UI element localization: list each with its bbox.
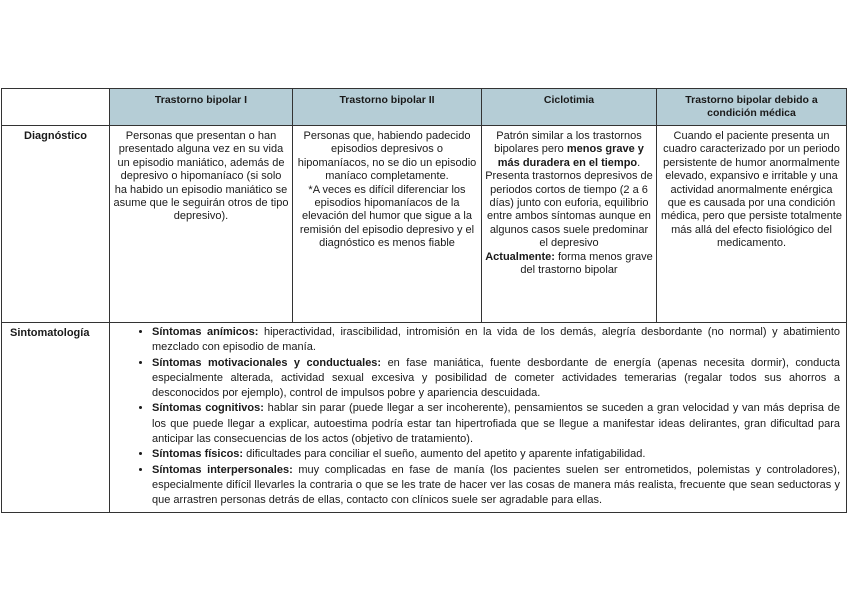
symptom-item: • Síntomas físicos: dificultades para conciliar el sueño, aumento del apetito y aparente infatigabilidad. [152, 447, 840, 462]
header-row [2, 89, 847, 126]
ciclotimia-detail: Presenta trastornos depresivos de periodos cortos de tiempo (2 a 6 días) junto con euforia, equilibrio entre ambos síntomas aunque en algunos casos suele predominar el depresivo [485, 170, 653, 250]
symptom-item: • Síntomas anímicos: hiperactividad, irascibilidad, intromisión en la vida de los demás, alegría desbordante (no normal) y abatimiento mezclado con episodio de manía. [152, 325, 840, 356]
ciclotimia-actual: Actualmente: forma menos grave del trastorno bipolar [485, 250, 653, 277]
diagnostico-bipolar-1: Personas que presentan o han presentado alguna vez en su vida un episodio maniático, además de depresivo o hipomaníaco (si solo ha habido un episodio maniático se asume que le seguirán otros de tipo depresivo). [110, 126, 293, 323]
bipolar-2-text: Personas que, habiendo padecido episodios depresivos o hipomaníacos, no se dio un episodio maníaco completamente. [297, 130, 477, 183]
sintomatologia-label: Sintomatología [2, 323, 110, 513]
diagnostico-ciclotimia [482, 126, 657, 323]
ciclotimia-summary: Patrón similar a los trastornos bipolares pero menos grave y más duradera en el tiempo. [494, 130, 644, 169]
header-ciclotimia: Ciclotimia [482, 89, 657, 126]
symptom-item: • Síntomas interpersonales: muy complicadas en fase de manía (los pacientes suelen ser entrometidos, polemistas y controladores), especialmente difícil llevarles la contraria o que se les trate de hacer ver las cosas de manera más realista, frecuente que sean seductoras y que arrastren personas detrás de ellas, contacto con clínicos suele ser agradable para ellas. [152, 463, 840, 509]
sintomatologia-content [110, 323, 847, 513]
symptom-list [110, 325, 846, 509]
symptom-item: • Síntomas cognitivos: hablar sin parar (puede llegar a ser incoherente), pensamientos se suceden a gran velocidad y van más deprisa de los que puede llegar a explicar, autoestima podría estar tan hipertrofiada que se llegue a manifestar ideas delirantes, gran dificultad para anticipar las consecuencias de los actos (objetivo de tratamiento). [152, 401, 840, 447]
header-bipolar-2: Trastorno bipolar II [293, 89, 482, 126]
header-condicion-medica: Trastorno bipolar debido a condición médica [657, 89, 847, 126]
corner-cell [2, 89, 110, 126]
sintomatologia-row [2, 323, 847, 513]
diagnostico-row [2, 126, 847, 323]
diagnostico-label: Diagnóstico [2, 126, 110, 323]
diagnostico-condicion-medica: Cuando el paciente presenta un cuadro caracterizado por un periodo persistente de humor anormalmente elevado, expansivo e irritable y una actividad anormalmente enérgica que es causada por una condición médica, pero que persiste totalmente más allá del efecto fisiológico del medicamento. [657, 126, 847, 323]
bipolar-2-note: *A veces es difícil diferenciar los episodios hipomaníacos de la elevación del humor que sigue a la remisión del episodio depresivo y el diagnóstico es menos fiable [299, 183, 475, 250]
symptom-item: • Síntomas motivacionales y conductuales: en fase maniática, fuente desbordante de energía (apenas necesita dormir), conducta especialmente alterada, actividad sexual excesiva y posibilidad de cometer actividades temerarias (regalar todos sus ahorros a desconocidos por ejemplo), control de impulsos pobre y apariencia descuidada. [152, 356, 840, 402]
header-bipolar-1: Trastorno bipolar I [110, 89, 293, 126]
bipolar-comparison-table [1, 88, 847, 513]
diagnostico-bipolar-2 [293, 126, 482, 323]
